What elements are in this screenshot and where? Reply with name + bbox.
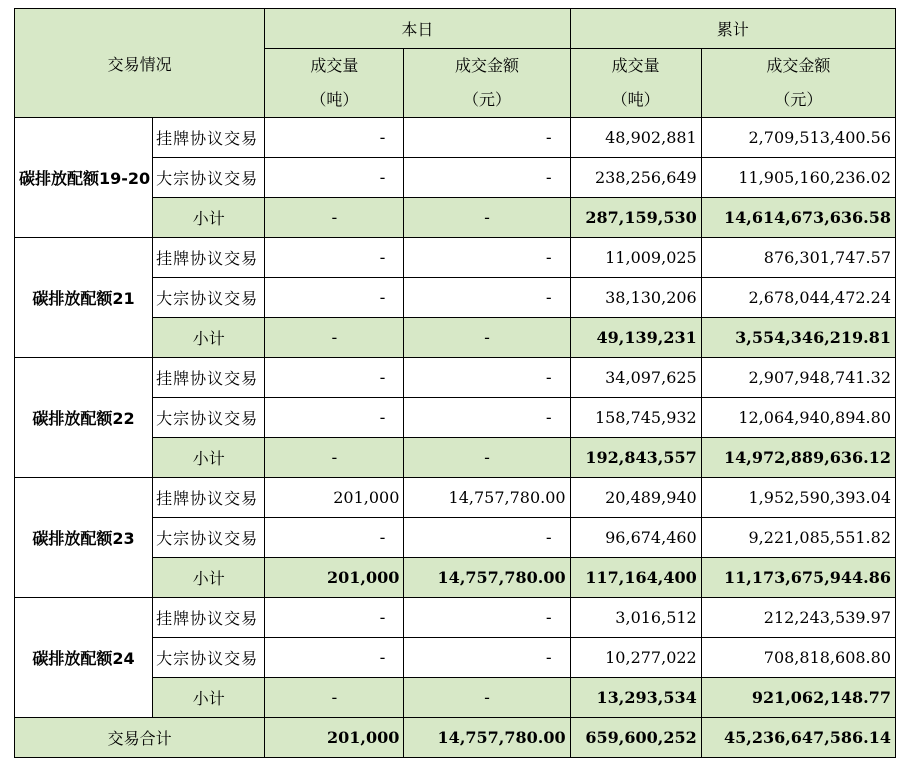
group-label: 碳排放配额21 <box>15 238 153 358</box>
today-amount: - <box>404 438 570 478</box>
today-volume: - <box>265 358 404 398</box>
today-volume: - <box>265 678 404 718</box>
today-amount: - <box>404 358 570 398</box>
trade-type: 大宗协议交易 <box>153 518 265 558</box>
today-amount: 14,757,780.00 <box>404 718 570 758</box>
cumulative-volume: 96,674,460 <box>570 518 701 558</box>
header-cumulative-volume <box>570 49 701 118</box>
cumulative-amount: 14,972,889,636.12 <box>701 438 895 478</box>
cumulative-volume: 192,843,557 <box>570 438 701 478</box>
today-amount: - <box>404 318 570 358</box>
cumulative-amount: 11,173,675,944.86 <box>701 558 895 598</box>
header-cumulative: 累计 <box>570 9 895 49</box>
table-row <box>15 238 896 278</box>
cumulative-amount: 9,221,085,551.82 <box>701 518 895 558</box>
today-amount: - <box>404 198 570 238</box>
subtotal-label: 小计 <box>153 558 265 598</box>
cumulative-amount: 2,678,044,472.24 <box>701 278 895 318</box>
today-volume: - <box>265 198 404 238</box>
today-volume: - <box>265 638 404 678</box>
today-volume: - <box>265 158 404 198</box>
header-label: 成交量 <box>310 56 359 75</box>
today-amount: - <box>404 118 570 158</box>
cumulative-amount: 2,709,513,400.56 <box>701 118 895 158</box>
cumulative-volume: 13,293,534 <box>570 678 701 718</box>
today-volume: - <box>265 118 404 158</box>
today-amount: - <box>404 518 570 558</box>
header-row-top <box>15 9 896 49</box>
today-amount: 14,757,780.00 <box>404 558 570 598</box>
group-label: 碳排放配额23 <box>15 478 153 598</box>
group-label: 碳排放配额24 <box>15 598 153 718</box>
today-volume: - <box>265 398 404 438</box>
cumulative-volume: 659,600,252 <box>570 718 701 758</box>
subtotal-label: 小计 <box>153 198 265 238</box>
today-amount: - <box>404 598 570 638</box>
today-amount: 14,757,780.00 <box>404 478 570 518</box>
group-label: 碳排放配额19-20 <box>15 118 153 238</box>
header-today-amount <box>404 49 570 118</box>
cumulative-volume: 49,139,231 <box>570 318 701 358</box>
header-unit: （吨） <box>611 90 660 109</box>
cumulative-volume: 3,016,512 <box>570 598 701 638</box>
today-volume: - <box>265 238 404 278</box>
cumulative-volume: 287,159,530 <box>570 198 701 238</box>
header-unit: （吨） <box>310 90 359 109</box>
cumulative-amount: 921,062,148.77 <box>701 678 895 718</box>
cumulative-volume: 48,902,881 <box>570 118 701 158</box>
today-amount: - <box>404 278 570 318</box>
cumulative-volume: 38,130,206 <box>570 278 701 318</box>
trading-summary-table <box>14 8 896 758</box>
trade-type: 大宗协议交易 <box>153 158 265 198</box>
header-today: 本日 <box>265 9 570 49</box>
header-label: 成交金额 <box>766 56 831 75</box>
cumulative-amount: 12,064,940,894.80 <box>701 398 895 438</box>
subtotal-label: 小计 <box>153 678 265 718</box>
header-unit: （元） <box>462 90 511 109</box>
cumulative-amount: 3,554,346,219.81 <box>701 318 895 358</box>
trade-type: 大宗协议交易 <box>153 398 265 438</box>
table-row <box>15 358 896 398</box>
cumulative-amount: 2,907,948,741.32 <box>701 358 895 398</box>
cumulative-volume: 10,277,022 <box>570 638 701 678</box>
cumulative-amount: 212,243,539.97 <box>701 598 895 638</box>
group-label: 碳排放配额22 <box>15 358 153 478</box>
today-volume: - <box>265 278 404 318</box>
trade-type: 大宗协议交易 <box>153 638 265 678</box>
cumulative-volume: 20,489,940 <box>570 478 701 518</box>
today-amount: - <box>404 638 570 678</box>
trade-type: 挂牌协议交易 <box>153 118 265 158</box>
cumulative-amount: 876,301,747.57 <box>701 238 895 278</box>
header-today-volume <box>265 49 404 118</box>
trade-type: 大宗协议交易 <box>153 278 265 318</box>
total-row <box>15 718 896 758</box>
cumulative-amount: 708,818,608.80 <box>701 638 895 678</box>
today-amount: - <box>404 398 570 438</box>
cumulative-amount: 14,614,673,636.58 <box>701 198 895 238</box>
today-volume: 201,000 <box>265 718 404 758</box>
today-volume: - <box>265 598 404 638</box>
trade-type: 挂牌协议交易 <box>153 238 265 278</box>
trade-type: 挂牌协议交易 <box>153 358 265 398</box>
table-row <box>15 478 896 518</box>
trade-type: 挂牌协议交易 <box>153 598 265 638</box>
cumulative-amount: 11,905,160,236.02 <box>701 158 895 198</box>
today-volume: - <box>265 318 404 358</box>
subtotal-label: 小计 <box>153 318 265 358</box>
header-label: 成交金额 <box>454 56 519 75</box>
cumulative-volume: 11,009,025 <box>570 238 701 278</box>
today-amount: - <box>404 238 570 278</box>
cumulative-amount: 45,236,647,586.14 <box>701 718 895 758</box>
cumulative-volume: 117,164,400 <box>570 558 701 598</box>
today-volume: 201,000 <box>265 478 404 518</box>
table-row <box>15 598 896 638</box>
today-volume: - <box>265 518 404 558</box>
cumulative-amount: 1,952,590,393.04 <box>701 478 895 518</box>
today-volume: - <box>265 438 404 478</box>
today-amount: - <box>404 158 570 198</box>
today-volume: 201,000 <box>265 558 404 598</box>
subtotal-label: 小计 <box>153 438 265 478</box>
total-label: 交易合计 <box>15 718 265 758</box>
table-row <box>15 118 896 158</box>
cumulative-volume: 238,256,649 <box>570 158 701 198</box>
today-amount: - <box>404 678 570 718</box>
header-label: 成交量 <box>611 56 660 75</box>
trade-type: 挂牌协议交易 <box>153 478 265 518</box>
cumulative-volume: 158,745,932 <box>570 398 701 438</box>
cumulative-volume: 34,097,625 <box>570 358 701 398</box>
header-cumulative-amount <box>701 49 895 118</box>
table-body <box>15 9 896 758</box>
header-unit: （元） <box>774 90 823 109</box>
header-trade-situation: 交易情况 <box>15 9 265 118</box>
